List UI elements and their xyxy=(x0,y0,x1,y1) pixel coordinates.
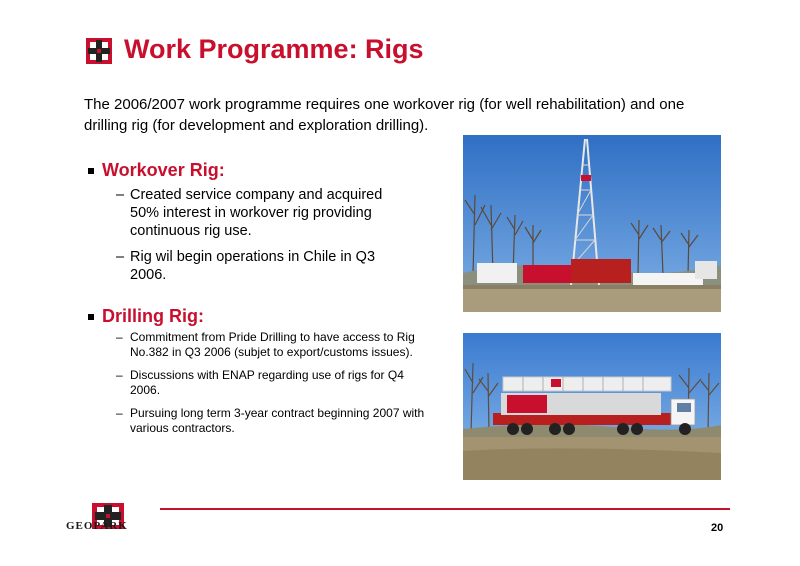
list-item-text: Commitment from Pride Drilling to have access to Rig No.382 in Q3 2006 (subjet to export/customs issues). xyxy=(130,330,415,359)
list-item-text: Rig wil begin operations in Chile in Q3 2006. xyxy=(130,249,376,283)
workover-rig-heading xyxy=(88,160,225,181)
dash-icon: – xyxy=(116,249,125,265)
drilling-rig-heading xyxy=(88,306,204,327)
drilling-rig-truck-photo xyxy=(463,333,721,480)
list-item xyxy=(116,248,412,284)
workover-rig-list xyxy=(116,186,412,292)
list-item xyxy=(116,406,426,436)
drilling-rig-heading-text: Drilling Rig: xyxy=(102,306,204,326)
dash-icon: – xyxy=(116,187,125,203)
list-item-text: Pursuing long term 3-year contract beginning 2007 with various contractors. xyxy=(130,406,425,435)
list-item xyxy=(116,368,426,398)
drilling-rig-list xyxy=(116,330,426,444)
list-item xyxy=(116,330,426,360)
footer-brand-name: GEOPARK xyxy=(66,520,128,532)
workover-rig-photo xyxy=(463,135,721,312)
geopark-footer-logo-icon xyxy=(84,494,132,542)
bullet-square-icon xyxy=(88,314,94,320)
page-title: Work Programme: Rigs xyxy=(124,34,424,64)
list-item xyxy=(116,186,412,240)
list-item-text: Created service company and acquired 50% interest in workover rig providing continuous rig use. xyxy=(130,187,383,239)
dash-icon: – xyxy=(116,368,123,382)
workover-rig-heading-text: Workover Rig: xyxy=(102,160,225,180)
dash-icon: – xyxy=(116,330,123,344)
dash-icon: – xyxy=(116,406,123,420)
intro-paragraph: The 2006/2007 work programme requires one workover rig (for well rehabilitation) and one drilling rig (for development and exploration drilling). xyxy=(84,96,685,134)
page-number: 20 xyxy=(711,522,724,534)
geopark-logo-icon xyxy=(86,38,112,64)
list-item-text: Discussions with ENAP regarding use of rigs for Q4 2006. xyxy=(130,368,404,397)
footer-divider xyxy=(160,508,730,510)
bullet-square-icon xyxy=(88,168,94,174)
